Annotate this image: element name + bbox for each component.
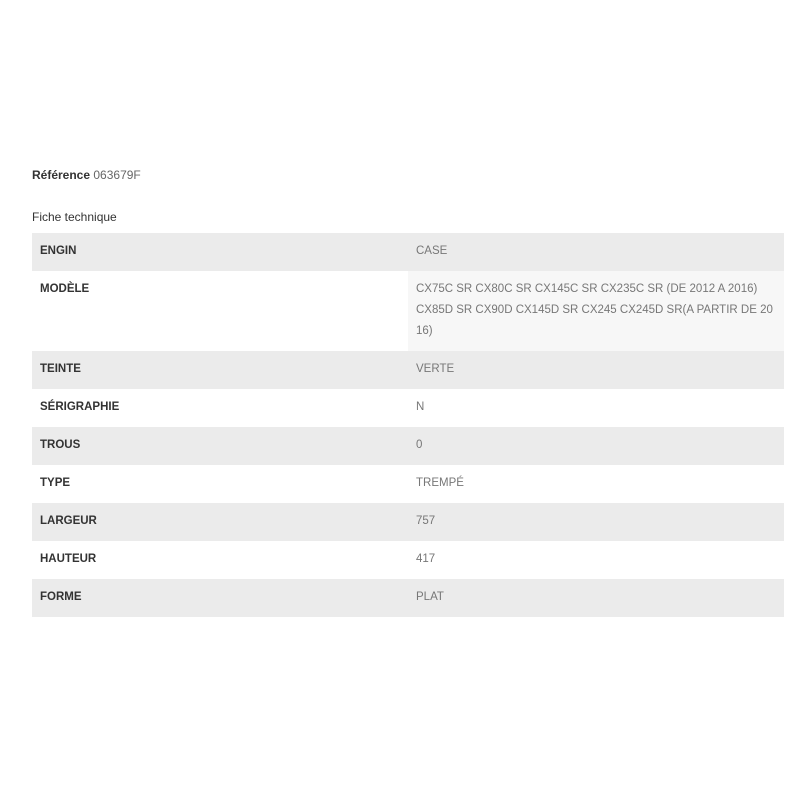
spec-label: TEINTE (32, 351, 408, 389)
spec-value: VERTE (408, 351, 784, 389)
spec-value: CASE (408, 233, 784, 271)
spec-label: SÉRIGRAPHIE (32, 389, 408, 427)
spec-label: HAUTEUR (32, 541, 408, 579)
spec-row-largeur (32, 503, 784, 541)
spec-value: 0 (408, 427, 784, 465)
spec-row-trous (32, 427, 784, 465)
spec-row-teinte (32, 351, 784, 389)
spec-label: FORME (32, 579, 408, 617)
spec-value: PLAT (408, 579, 784, 617)
spec-label: TROUS (32, 427, 408, 465)
section-title: Fiche technique (32, 210, 117, 224)
spec-value: CX75C SR CX80C SR CX145C SR CX235C SR (DE 2012 A 2016) CX85D SR CX90D CX145D SR CX245 CX245D SR(A PARTIR DE 20 16) (408, 271, 784, 351)
spec-label: MODÈLE (32, 271, 408, 351)
spec-row-type (32, 465, 784, 503)
spec-row-serigraphie (32, 389, 784, 427)
reference-label: Référence (32, 168, 91, 182)
product-reference (32, 166, 784, 184)
spec-value: 757 (408, 503, 784, 541)
spec-row-forme (32, 579, 784, 617)
product-info (32, 166, 784, 617)
spec-label: LARGEUR (32, 503, 408, 541)
spec-table (32, 233, 784, 617)
spec-row-hauteur (32, 541, 784, 579)
spec-row-modele (32, 271, 784, 351)
spec-label: ENGIN (32, 233, 408, 271)
spec-row-engin (32, 233, 784, 271)
spec-value: N (408, 389, 784, 427)
spec-value: TREMPÉ (408, 465, 784, 503)
reference-value: 063679F (93, 168, 141, 182)
spec-value: 417 (408, 541, 784, 579)
spec-label: TYPE (32, 465, 408, 503)
